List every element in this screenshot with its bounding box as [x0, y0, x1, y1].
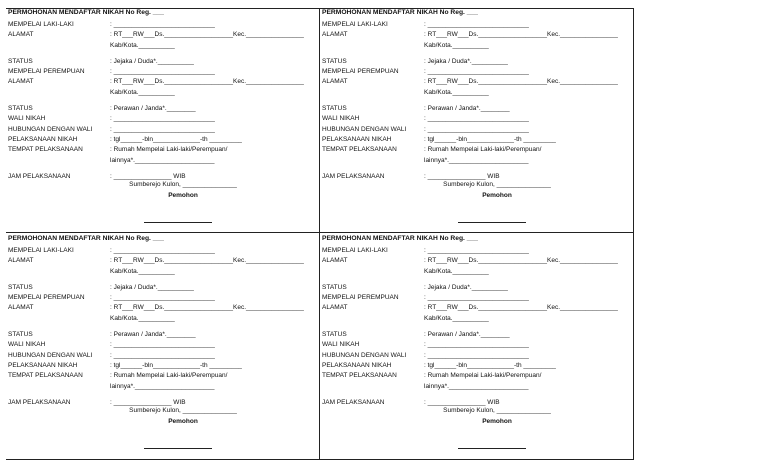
form-field-row	[8, 340, 308, 350]
bottom-border	[6, 459, 634, 460]
field-value[interactable]: : Rumah Mempelai Laki-laki/Perempuan/	[110, 146, 228, 154]
form-field-row	[8, 283, 308, 293]
form-field-row	[322, 145, 622, 155]
form-field-row	[322, 77, 622, 87]
form-field-row	[8, 246, 308, 256]
form-field-row	[322, 256, 622, 266]
field-label: HUBUNGAN DENGAN WALI	[322, 351, 407, 359]
form-field-row	[8, 156, 308, 166]
field-value[interactable]: : Perawan / Janda*.________	[424, 331, 510, 339]
form-field-row	[8, 330, 308, 340]
field-value[interactable]: : ________________ WIB	[110, 398, 186, 406]
form-field-row	[322, 135, 622, 145]
field-value[interactable]: Kab/Kota.__________	[110, 314, 175, 322]
middle-divider	[6, 232, 634, 233]
field-value[interactable]: : ________________ WIB	[424, 398, 500, 406]
signer-role: Pemohon	[168, 418, 198, 425]
field-label: MEMPELAI PEREMPUAN	[322, 294, 399, 302]
form-field-row	[8, 382, 308, 392]
field-label: WALI NIKAH	[322, 115, 360, 123]
place-date-line: Sumberejo Kulon, _______________	[129, 181, 237, 188]
field-value[interactable]: : ____________________________	[424, 294, 529, 302]
form-field-row	[8, 77, 308, 87]
field-value[interactable]: : ____________________________	[424, 115, 529, 123]
field-value[interactable]: : Rumah Mempelai Laki-laki/Perempuan/	[424, 372, 542, 380]
form-field-row	[322, 351, 622, 361]
field-value[interactable]: : Jejaka / Duda*.__________	[110, 57, 194, 65]
field-label: PELAKSANAAN NIKAH	[322, 361, 392, 369]
field-label: HUBUNGAN DENGAN WALI	[8, 125, 93, 133]
field-label: JAM PELAKSANAAN	[322, 172, 385, 180]
field-label: STATUS	[322, 283, 347, 291]
field-value[interactable]: : ________________ WIB	[110, 172, 186, 180]
document-sheet	[6, 8, 634, 460]
field-label: JAM PELAKSANAAN	[322, 398, 385, 406]
field-value[interactable]: : ____________________________	[424, 68, 529, 76]
form-field-row	[322, 30, 622, 40]
form-field-row	[8, 125, 308, 135]
form-field-row	[8, 41, 308, 51]
form-field-row	[322, 293, 622, 303]
form-field-row	[322, 67, 622, 77]
field-label: TEMPAT PELAKSANAAN	[8, 146, 83, 154]
form-field-row	[8, 303, 308, 313]
form-field-row	[322, 303, 622, 313]
field-value[interactable]: : Perawan / Janda*.________	[110, 331, 196, 339]
form-title: PERMOHONAN MENDAFTAR NIKAH No Reg. ___	[8, 235, 164, 242]
field-value[interactable]: : Rumah Mempelai Laki-laki/Perempuan/	[424, 146, 542, 154]
form-title: PERMOHONAN MENDAFTAR NIKAH No Reg. ___	[8, 9, 164, 16]
form-field-row	[8, 20, 308, 30]
signature-line	[458, 448, 526, 449]
field-label: PELAKSANAAN NIKAH	[8, 361, 78, 369]
form-field-row	[322, 340, 622, 350]
form-field-row	[8, 57, 308, 67]
form-field-row	[322, 371, 622, 381]
field-label: PELAKSANAAN NIKAH	[8, 135, 78, 143]
field-label: WALI NIKAH	[8, 115, 46, 123]
field-value[interactable]: Kab/Kota.__________	[424, 314, 489, 322]
form-field-row	[322, 114, 622, 124]
field-value[interactable]: : Jejaka / Duda*.__________	[424, 57, 508, 65]
field-label: STATUS	[8, 283, 33, 291]
field-label: TEMPAT PELAKSANAAN	[322, 146, 397, 154]
field-value[interactable]: : Perawan / Janda*.________	[110, 105, 196, 113]
field-value[interactable]: Kab/Kota.__________	[110, 88, 175, 96]
place-date-line: Sumberejo Kulon, _______________	[443, 407, 551, 414]
place-date-line: Sumberejo Kulon, _______________	[129, 407, 237, 414]
field-value[interactable]: : RT___RW___Ds.___________________Kec.________________	[424, 78, 618, 86]
field-value[interactable]: Kab/Kota.__________	[110, 41, 175, 49]
form-field-row	[8, 67, 308, 77]
place-date-line: Sumberejo Kulon, _______________	[443, 181, 551, 188]
form-field-row	[8, 145, 308, 155]
center-divider	[319, 8, 320, 460]
field-label: WALI NIKAH	[322, 341, 360, 349]
field-label: MEMPELAI LAKI-LAKI	[8, 247, 74, 254]
field-value[interactable]: : tgl______-bln_____________-th _________	[110, 361, 242, 369]
field-label: PELAKSANAAN NIKAH	[322, 135, 392, 143]
form-field-row	[8, 293, 308, 303]
form-field-row	[322, 361, 622, 371]
field-value[interactable]: Kab/Kota.__________	[424, 88, 489, 96]
signer-role: Pemohon	[168, 192, 198, 199]
field-value[interactable]: : ____________________________	[110, 351, 215, 359]
form-field-row	[8, 135, 308, 145]
field-label: ALAMAT	[322, 257, 348, 265]
field-label: MEMPELAI LAKI-LAKI	[8, 21, 74, 28]
field-label: ALAMAT	[322, 78, 348, 86]
field-value[interactable]: Kab/Kota.__________	[110, 267, 175, 275]
field-value[interactable]: lainnya*.______________________	[424, 382, 529, 390]
form-field-row	[322, 41, 622, 51]
form-title: PERMOHONAN MENDAFTAR NIKAH No Reg. ___	[322, 235, 478, 242]
field-value[interactable]: Kab/Kota.__________	[424, 267, 489, 275]
field-label: MEMPELAI PEREMPUAN	[8, 294, 85, 302]
field-value[interactable]: : ____________________________	[424, 351, 529, 359]
field-value[interactable]: : ________________ WIB	[424, 172, 500, 180]
form-field-row	[322, 382, 622, 392]
field-value[interactable]: lainnya*.______________________	[110, 156, 215, 164]
field-label: MEMPELAI LAKI-LAKI	[322, 247, 388, 254]
field-value[interactable]: : ____________________________	[110, 294, 215, 302]
field-label: HUBUNGAN DENGAN WALI	[8, 351, 93, 359]
field-value[interactable]: : RT___RW___Ds.___________________Kec.________________	[110, 257, 304, 265]
form-field-row	[8, 371, 308, 381]
form-field-row	[8, 30, 308, 40]
field-value[interactable]: : ____________________________	[110, 21, 215, 28]
signature-line	[144, 222, 212, 223]
field-label: ALAMAT	[8, 31, 34, 39]
form-field-row	[8, 256, 308, 266]
field-value[interactable]: : RT___RW___Ds.___________________Kec.________________	[110, 304, 304, 312]
field-label: MEMPELAI PEREMPUAN	[8, 68, 85, 76]
signature-line	[144, 448, 212, 449]
form-field-row	[322, 20, 622, 30]
field-value[interactable]: : RT___RW___Ds.___________________Kec.________________	[110, 78, 304, 86]
form-field-row	[8, 114, 308, 124]
field-label: MEMPELAI LAKI-LAKI	[322, 21, 388, 28]
form-field-row	[322, 267, 622, 277]
form-field-row	[8, 104, 308, 114]
form-field-row	[8, 361, 308, 371]
field-value[interactable]: : RT___RW___Ds.___________________Kec.________________	[424, 257, 618, 265]
field-value[interactable]: : ____________________________	[110, 115, 215, 123]
field-value[interactable]: : ____________________________	[110, 125, 215, 133]
field-value[interactable]: : ____________________________	[424, 21, 529, 28]
field-label: JAM PELAKSANAAN	[8, 172, 71, 180]
form-field-row	[322, 314, 622, 324]
field-value[interactable]: : ____________________________	[424, 341, 529, 349]
field-value[interactable]: : ____________________________	[110, 341, 215, 349]
form-field-row	[8, 351, 308, 361]
field-value[interactable]: : tgl______-bln_____________-th _________	[110, 135, 242, 143]
form-field-row	[8, 314, 308, 324]
field-value[interactable]: : Jejaka / Duda*.__________	[424, 283, 508, 291]
field-label: STATUS	[322, 57, 347, 65]
field-label: TEMPAT PELAKSANAAN	[322, 372, 397, 380]
form-field-row	[322, 88, 622, 98]
field-label: ALAMAT	[8, 78, 34, 86]
form-field-row	[8, 267, 308, 277]
form-field-row	[322, 57, 622, 67]
field-value[interactable]: lainnya*.______________________	[110, 382, 215, 390]
signer-role: Pemohon	[482, 192, 512, 199]
field-value[interactable]: lainnya*.______________________	[424, 156, 529, 164]
field-label: STATUS	[322, 331, 347, 339]
field-value[interactable]: : RT___RW___Ds.___________________Kec.________________	[110, 31, 304, 39]
field-label: STATUS	[322, 105, 347, 113]
right-border	[633, 8, 634, 460]
field-label: MEMPELAI PEREMPUAN	[322, 68, 399, 76]
field-value[interactable]: Kab/Kota.__________	[424, 41, 489, 49]
field-label: JAM PELAKSANAAN	[8, 398, 71, 406]
field-value[interactable]: : RT___RW___Ds.___________________Kec.________________	[424, 31, 618, 39]
field-value[interactable]: : RT___RW___Ds.___________________Kec.________________	[424, 304, 618, 312]
signature-line	[458, 222, 526, 223]
field-value[interactable]: : Perawan / Janda*.________	[424, 105, 510, 113]
registration-form-bottom-left	[8, 234, 308, 452]
field-value[interactable]: : ____________________________	[110, 68, 215, 76]
field-label: HUBUNGAN DENGAN WALI	[322, 125, 407, 133]
field-label: ALAMAT	[322, 304, 348, 312]
field-label: STATUS	[8, 57, 33, 65]
form-field-row	[322, 125, 622, 135]
registration-form-top-left	[8, 8, 308, 226]
field-value[interactable]: : tgl______-bln_____________-th _________	[424, 135, 556, 143]
signer-role: Pemohon	[482, 418, 512, 425]
field-label: WALI NIKAH	[8, 341, 46, 349]
field-label: STATUS	[8, 105, 33, 113]
registration-form-top-right	[322, 8, 622, 226]
field-label: ALAMAT	[322, 31, 348, 39]
field-label: ALAMAT	[8, 257, 34, 265]
field-value[interactable]: : ____________________________	[424, 247, 529, 254]
field-value[interactable]: : Jejaka / Duda*.__________	[110, 283, 194, 291]
field-value[interactable]: : ____________________________	[110, 247, 215, 254]
field-label: TEMPAT PELAKSANAAN	[8, 372, 83, 380]
registration-form-bottom-right	[322, 234, 622, 452]
field-value[interactable]: : tgl______-bln_____________-th _________	[424, 361, 556, 369]
form-field-row	[322, 246, 622, 256]
form-title: PERMOHONAN MENDAFTAR NIKAH No Reg. ___	[322, 9, 478, 16]
form-field-row	[322, 104, 622, 114]
field-label: ALAMAT	[8, 304, 34, 312]
field-value[interactable]: : ____________________________	[424, 125, 529, 133]
form-field-row	[8, 88, 308, 98]
form-field-row	[322, 283, 622, 293]
form-field-row	[322, 156, 622, 166]
field-value[interactable]: : Rumah Mempelai Laki-laki/Perempuan/	[110, 372, 228, 380]
form-field-row	[322, 330, 622, 340]
field-label: STATUS	[8, 331, 33, 339]
